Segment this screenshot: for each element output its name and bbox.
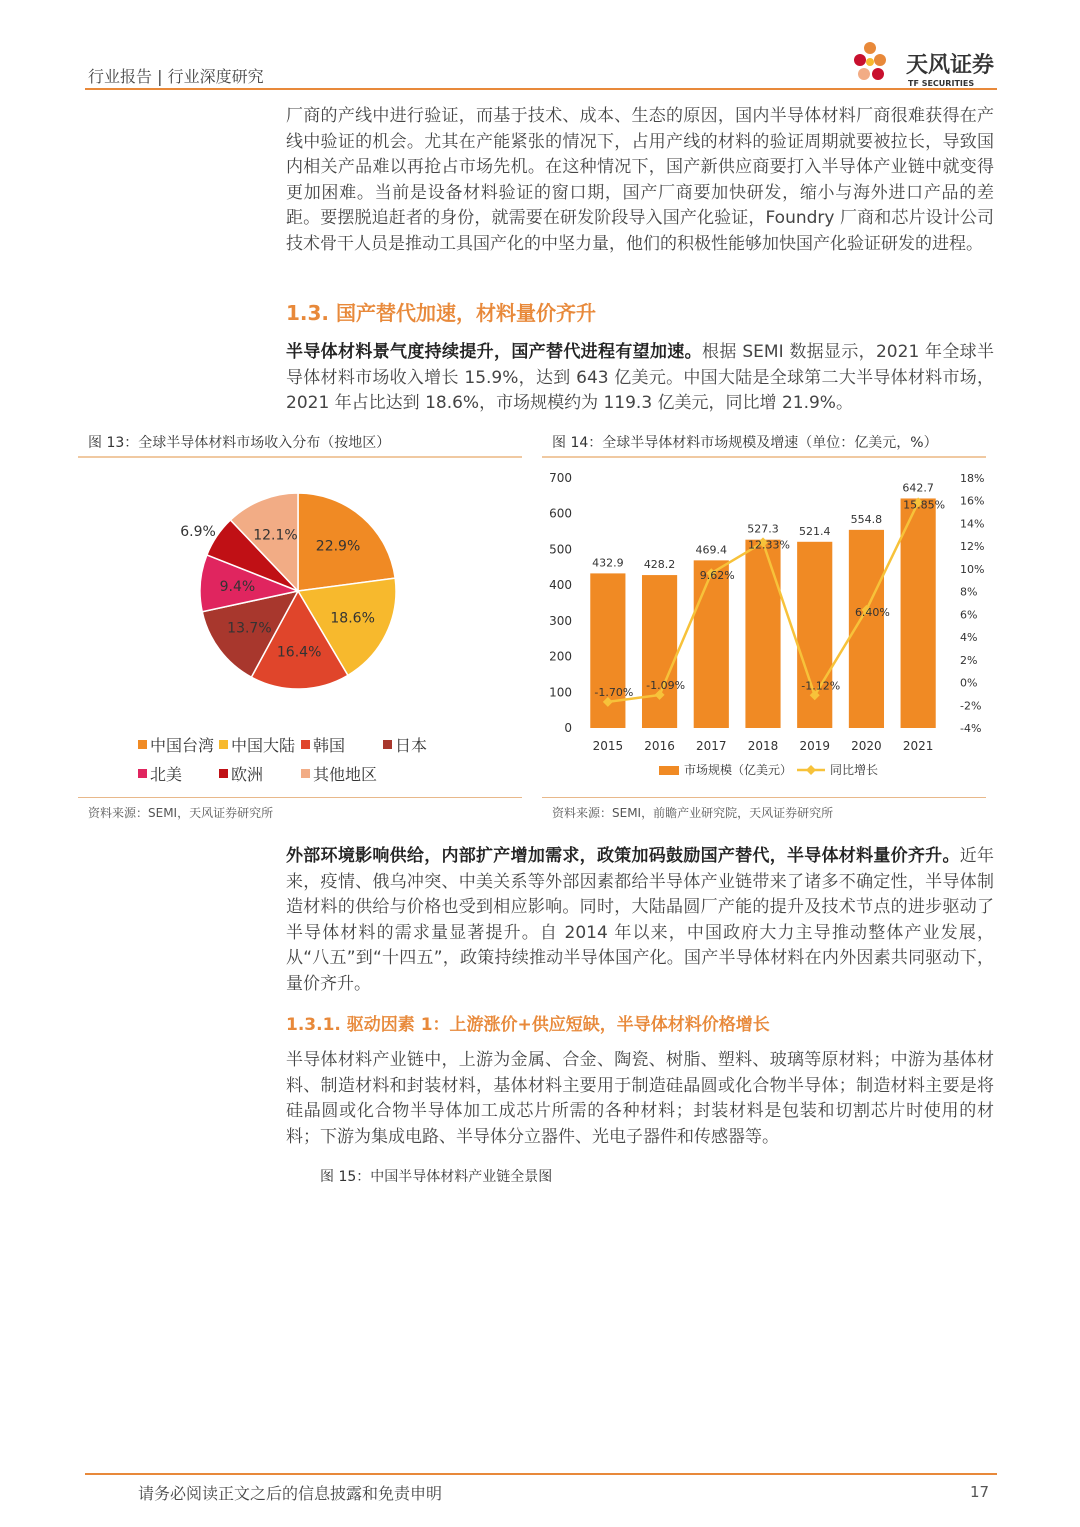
legend-swatch (138, 740, 147, 749)
legend-bar-label: 市场规模（亿美元） (684, 763, 793, 777)
legend-label: 中国台湾 (150, 736, 215, 755)
bar-2018 (745, 540, 780, 728)
y2-axis-tick-label: 14% (960, 517, 985, 531)
pie-value-label: 13.7% (227, 620, 272, 637)
y2-axis-tick-label: -4% (960, 722, 982, 735)
legend-swatch (138, 769, 147, 778)
paragraph-lead: 外部环境影响供给，内部扩产增加需求，政策加码鼓励国产替代，半导体材料量价齐升。 (286, 846, 960, 866)
figure-13-title: 图 13：全球半导体材料市场收入分布（按地区） (88, 435, 391, 451)
growth-value-label: -1.09% (646, 678, 686, 692)
y-axis-tick-label: 700 (549, 471, 572, 485)
legend-swatch (383, 740, 392, 749)
bar-2017 (694, 560, 729, 728)
y2-axis-tick-label: 16% (960, 494, 985, 508)
legend-bar-swatch (659, 766, 679, 775)
legend-item (301, 733, 345, 756)
section-heading-1-3: 1.3. 国产替代加速，材料量价齐升 (286, 301, 596, 325)
bar-value-label: 521.4 (798, 524, 831, 538)
paragraph-lead: 半导体材料景气度持续提升，国产替代进程有望加速。 (286, 342, 702, 362)
y-axis-tick-label: 300 (549, 613, 572, 628)
figure-13-legend (138, 733, 518, 793)
legend-line-label: 同比增长 (830, 763, 879, 777)
body-paragraph-3 (286, 844, 994, 998)
legend-item (383, 733, 427, 756)
pie-value-label: 6.9% (180, 524, 216, 540)
y-axis-tick-label: 600 (549, 506, 572, 521)
y2-axis-tick-label: 2% (960, 653, 978, 667)
growth-value-label: 15.85% (903, 498, 946, 512)
y-axis-tick-label: 0 (564, 721, 572, 735)
legend-line-marker (806, 765, 816, 775)
x-axis-tick-label: 2015 (592, 739, 624, 753)
y2-axis-tick-label: 12% (960, 540, 985, 554)
growth-value-label: 6.40% (854, 605, 890, 619)
legend-label: 中国大陆 (231, 736, 296, 755)
body-paragraph-4 (286, 1048, 994, 1150)
figure-14-bottom-rule (542, 797, 986, 798)
footer-divider (85, 1473, 997, 1475)
bar-2016 (642, 575, 677, 728)
pie-value-label: 22.9% (315, 538, 361, 555)
legend-swatch (301, 740, 310, 749)
bar-value-label: 527.3 (747, 522, 779, 536)
figure-14-source: 资料来源：SEMI，前瞻产业研究院，天风证券研究所 (552, 806, 834, 820)
section-heading-1-3-1: 1.3.1. 驱动因素 1：上游涨价+供应短缺，半导体材料价格增长 (286, 1015, 770, 1035)
figure-13-top-rule (78, 456, 522, 458)
y2-axis-tick-label: 0% (960, 676, 978, 690)
y-axis-tick-label: 200 (549, 649, 572, 664)
y2-axis-tick-label: 10% (960, 562, 985, 576)
legend-item (219, 733, 295, 756)
bar-value-label: 642.7 (902, 481, 934, 495)
figure-13-source: 资料来源：SEMI，天风证券研究所 (88, 806, 274, 820)
legend-swatch (219, 769, 228, 778)
logo-cn-text: 天风证券 (906, 53, 995, 78)
x-axis-tick-label: 2016 (644, 739, 675, 753)
growth-value-label: 12.33% (748, 538, 790, 552)
pie-value-label: 16.4% (276, 644, 322, 661)
y-axis-tick-label: 400 (549, 578, 572, 593)
body-paragraph-2 (286, 340, 994, 417)
growth-value-label: -1.70% (594, 685, 634, 699)
bar-value-label: 469.4 (695, 543, 728, 557)
pie-value-label: 9.4% (219, 579, 256, 596)
bar-value-label: 428.2 (643, 558, 676, 572)
x-axis-tick-label: 2019 (799, 739, 830, 753)
legend-swatch (301, 769, 310, 778)
figure-13-bottom-rule (78, 797, 522, 798)
y2-axis-tick-label: 8% (960, 585, 978, 599)
page-number: 17 (970, 1483, 990, 1501)
legend-item (138, 733, 214, 756)
y2-axis-tick-label: 18% (960, 472, 985, 485)
header-report-type: 行业报告 | 行业深度研究 (88, 67, 264, 86)
legend-label: 日本 (395, 736, 428, 755)
paragraph-text: 半导体材料产业链中，上游为金属、合金、陶瓷、树脂、塑料、玻璃等原材料；中游为基体材料、制造材料和封装材料，基体材料主要用于制造硅晶圆或化合物半导体；制造材料主要是将硅晶圆或化合物半导体加工成芯片所需的各种材料；封装材料是包装和切割芯片时使用的材料；下游为集成电路、半导体分立器件、光电子器件和传感器等。 (286, 1050, 994, 1147)
x-axis-tick-label: 2021 (902, 739, 934, 753)
x-axis-tick-label: 2020 (851, 739, 882, 753)
growth-value-label: 9.62% (699, 569, 735, 583)
figure-15-title: 图 15：中国半导体材料产业链全景图 (320, 1169, 553, 1185)
figure-14-top-rule (542, 456, 986, 458)
bar-value-label: 432.9 (592, 556, 624, 570)
company-logo (848, 38, 1008, 90)
figure-14-bar-line-chart (542, 462, 986, 792)
logo-en-text: TF SECURITIES (908, 79, 975, 88)
legend-label: 欧洲 (231, 765, 264, 784)
legend-item (219, 762, 263, 785)
figure-14-title: 图 14：全球半导体材料市场规模及增速（单位：亿美元，%） (552, 435, 938, 451)
y2-axis-tick-label: -2% (960, 699, 982, 713)
footer-disclaimer: 请务必阅读正文之后的信息披露和免责申明 (138, 1484, 443, 1503)
y2-axis-tick-label: 6% (960, 608, 978, 622)
body-paragraph-1 (286, 104, 994, 258)
legend-label: 韩国 (313, 736, 346, 755)
paragraph-text: 根据 SEMI 数据显示，2021 年全球半导体材料市场收入增长 15.9%，达到 643 亿美元。中国大陆是全球第二大半导体材料市场，2021 年占比达到 18.6%，市场规模约为 119.3 亿美元，同比增 21.9%。 (286, 342, 994, 414)
pie-outside-label-anchor (130, 520, 250, 521)
y-axis-tick-label: 500 (549, 542, 572, 557)
growth-value-label: -1.12% (801, 679, 841, 693)
legend-label: 其他地区 (313, 765, 378, 784)
legend-label: 北美 (150, 765, 183, 784)
y2-axis-tick-label: 4% (960, 631, 978, 645)
y-axis-tick-label: 100 (549, 685, 572, 700)
legend-item (138, 762, 182, 785)
legend-item (301, 762, 377, 785)
bar-value-label: 554.8 (850, 512, 883, 526)
paragraph-text: 近年来，疫情、俄乌冲突、中美关系等外部因素都给半导体产业链带来了诸多不确定性，半导体制造材料的供给与价格也受到相应影响。同时，大陆晶圆厂产能的提升及技术节点的进步驱动了半导体材料的需求量显著提升。自 2014 年以来，中国政府大力主导推动整体产业发展，从“八五”到“十四五”，政策持续推动半导体国产化。国产半导体材料在内外因素共同驱动下，量价齐升。 (286, 846, 995, 994)
bar-2021 (901, 498, 936, 728)
pie-value-label: 12.1% (253, 527, 298, 544)
logo-flower-icon (848, 38, 1008, 90)
x-axis-tick-label: 2018 (747, 739, 779, 753)
paragraph-text: 厂商的产线中进行验证，而基于技术、成本、生态的原因，国内半导体材料厂商很难获得在产线中验证的机会。尤其在产能紧张的情况下，占用产线的材料的验证周期就要被拉长，导致国内相关产品难以再抢占市场先机。在这种情况下，国产新供应商要打入半导体产业链中就变得更加困难。当前是设备材料验证的窗口期，国产厂商要加快研发，缩小与海外进口产品的差距。要摆脱追赶者的身份，就需要在研发阶段导入国产化验证，Foundry 厂商和芯片设计公司技术骨干人员是推动工具国产化的中坚力量，他们的积极性能够加快国产化验证研发的进程。 (286, 106, 994, 254)
x-axis-tick-label: 2017 (696, 739, 727, 753)
pie-value-label: 18.6% (330, 610, 375, 627)
legend-swatch (219, 740, 228, 749)
